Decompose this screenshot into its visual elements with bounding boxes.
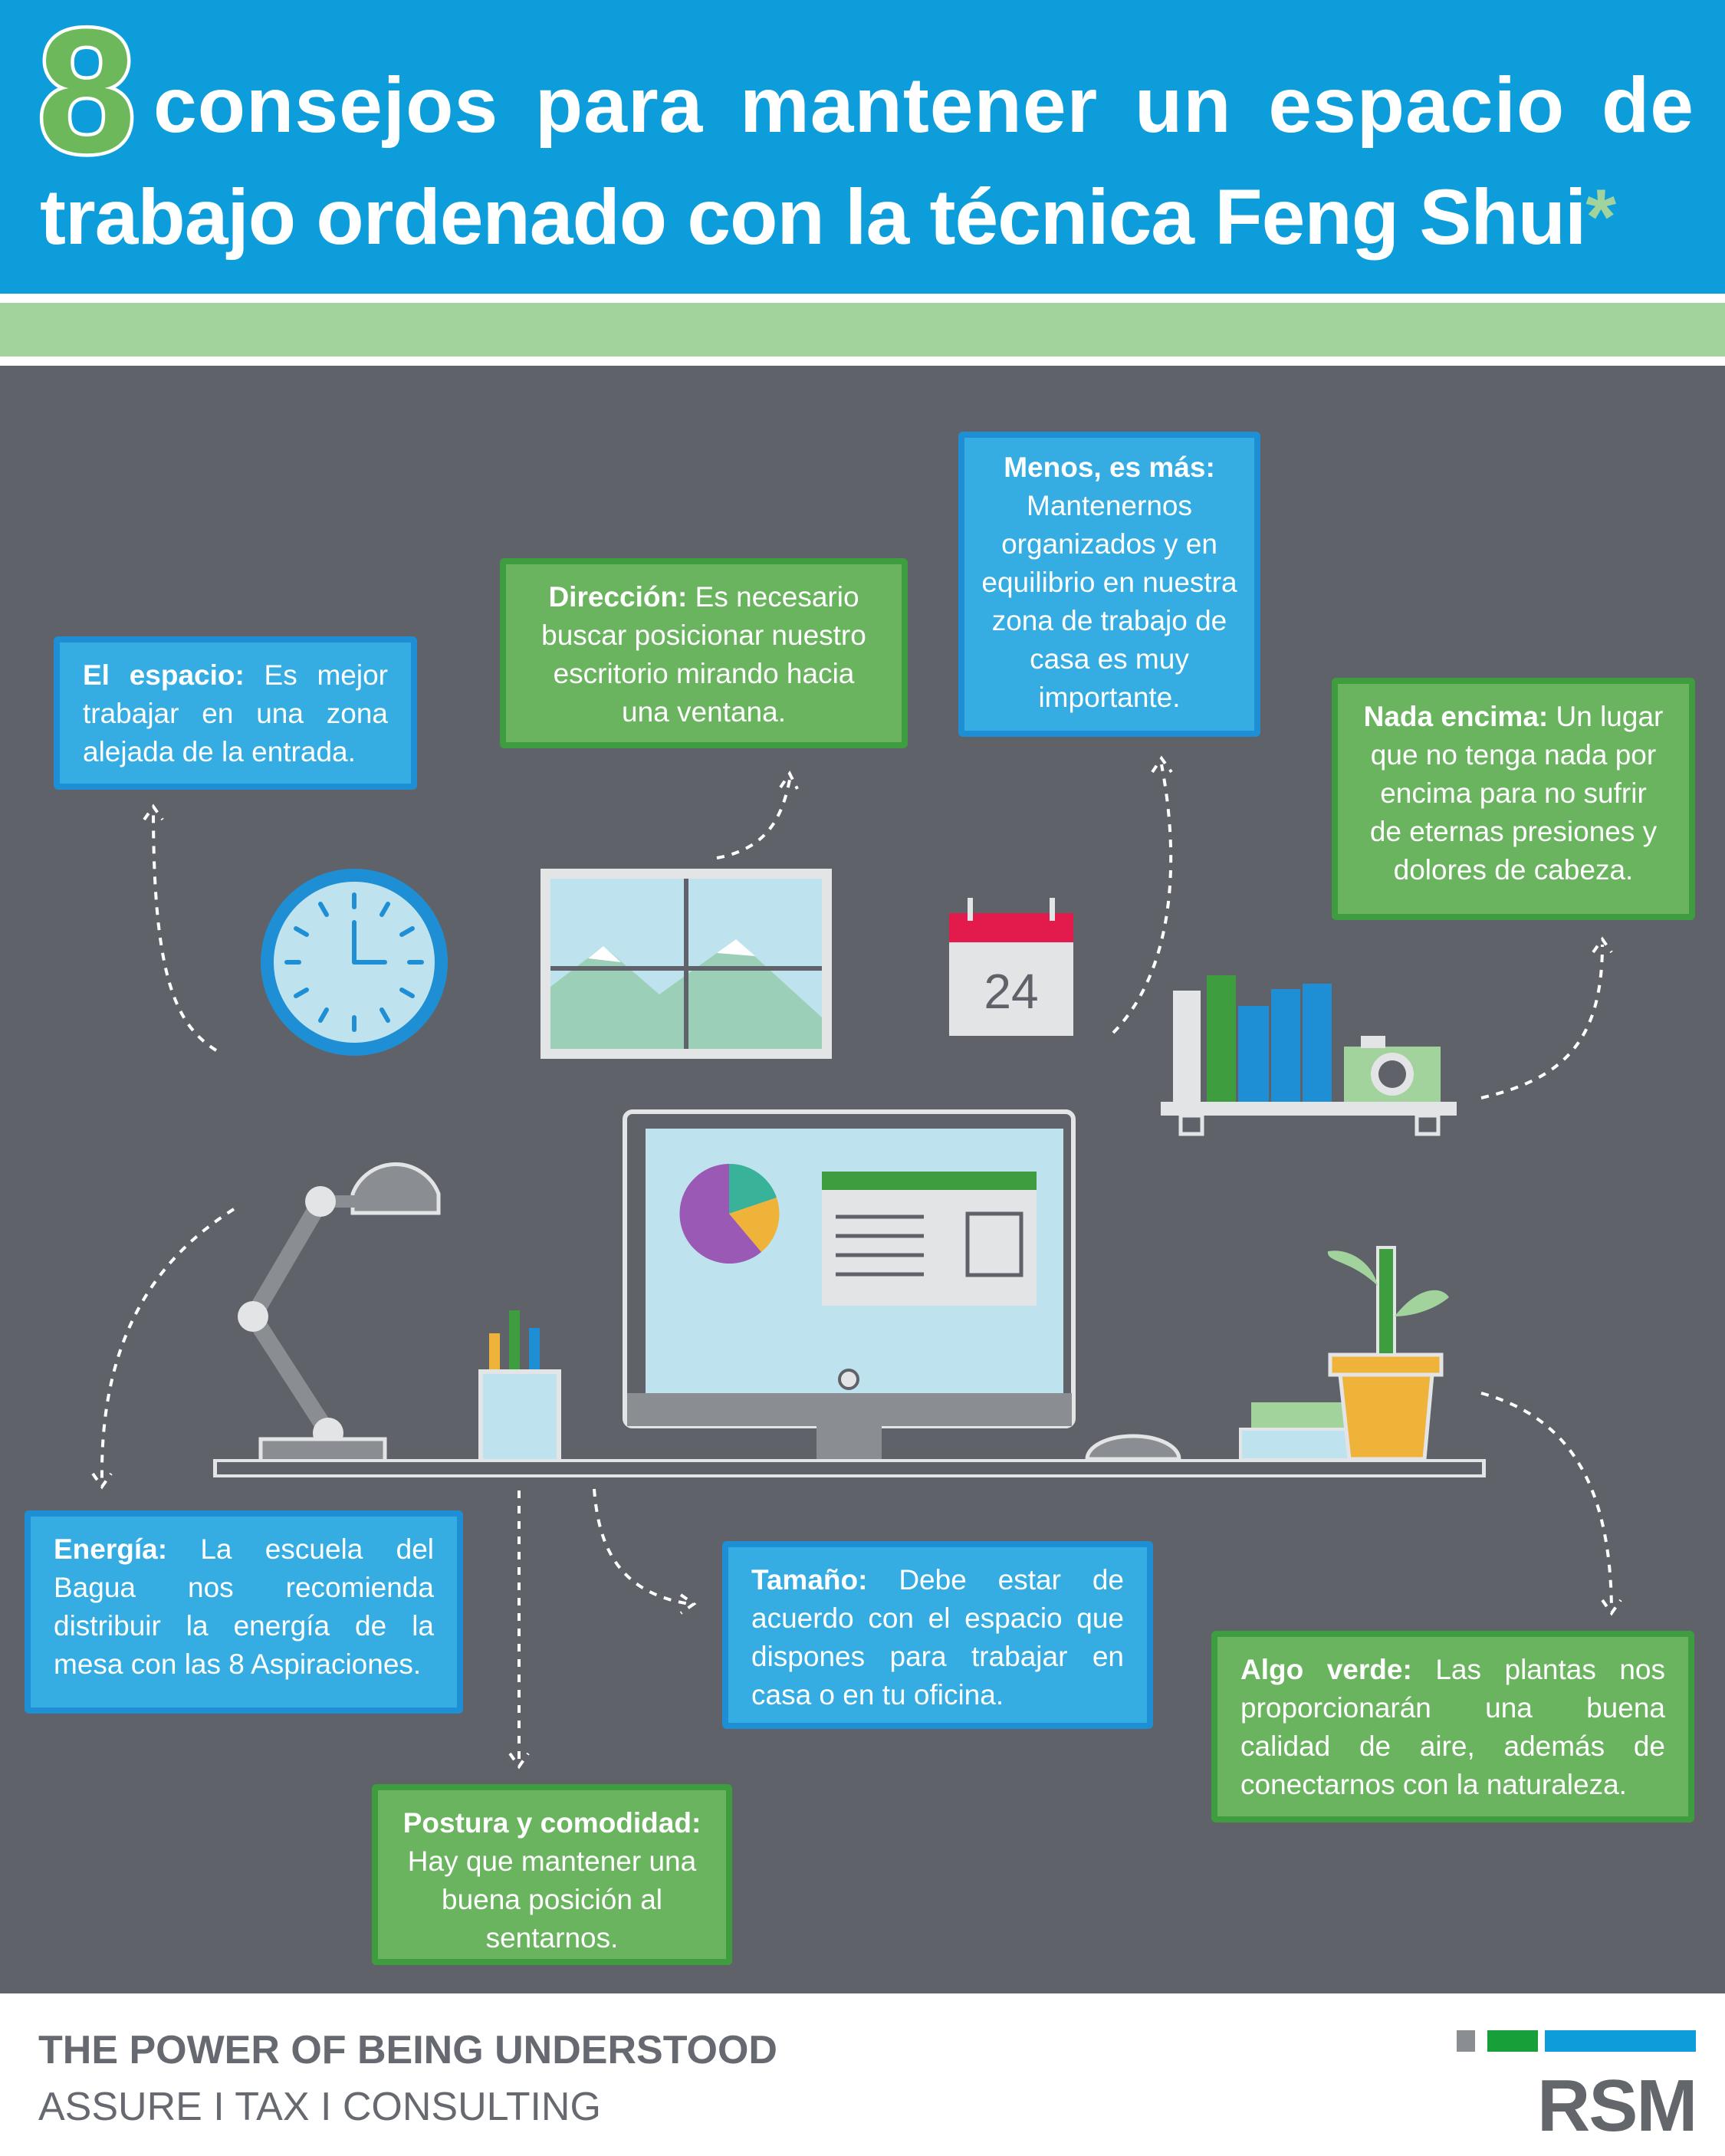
tip-card-postura [372, 1784, 732, 1965]
title-line-2-text: trabajo ordenado con la técnica Feng Shui [40, 173, 1586, 261]
books-stack-icon [1240, 1402, 1349, 1460]
band-divider [0, 357, 1725, 366]
logo-bar-blue [1545, 2030, 1696, 2052]
pencil-cup-icon [481, 1310, 559, 1465]
arrow-energia [102, 1209, 234, 1481]
footer-services: ASSURE I TAX I CONSULTING [38, 2085, 601, 2129]
arrow-tamano [594, 1489, 690, 1604]
calendar-day: 24 [984, 964, 1039, 1019]
tip-text: Es mejor trabajar en una zona alejada de la entrada. [83, 659, 388, 767]
title-line-2 [40, 173, 1725, 261]
tip-card-espacio [54, 636, 417, 790]
tip-card-menos [958, 432, 1260, 737]
tip-text: Mantenernos organizados y en equilibrio en nuestra zona de trabajo de casa es muy importante. [981, 490, 1237, 713]
tip-text: Las plantas nos proporcionarán una buena calidad de aire, además de conectarnos con la naturaleza. [1240, 1654, 1665, 1800]
calendar-icon [949, 898, 1073, 1036]
logo-bar-green [1487, 2030, 1538, 2052]
camera-icon [1344, 1036, 1441, 1102]
arrow-direccion [717, 780, 790, 858]
header-divider [0, 294, 1725, 303]
title-line-1: consejos para mantener un espacio de [153, 61, 1694, 149]
tip-card-nada-encima [1332, 678, 1695, 920]
tip-card-tamano [722, 1541, 1153, 1729]
logo-bar-gray [1457, 2030, 1475, 2052]
tip-key: Dirección: [548, 581, 688, 613]
tip-text: Es necesario buscar posicionar nuestro escritorio mirando hacia una ventana. [541, 581, 866, 728]
number-eight-badge [29, 20, 144, 164]
arrow-nada [1481, 945, 1602, 1098]
tip-text: Un lugar que no tenga nada por encima para no sufrir de eternas presiones y dolores de cabeza. [1369, 701, 1664, 886]
tip-card-direccion [500, 558, 908, 748]
arrow-verde [1481, 1393, 1612, 1608]
tip-text: La escuela del Bagua nos recomienda distribuir la energía de la mesa con las 8 Aspiraciones. [54, 1533, 434, 1680]
tip-key: Energía: [54, 1533, 168, 1565]
green-band [0, 303, 1725, 357]
tip-card-energia [25, 1510, 463, 1714]
tip-key: Postura y comodidad: [402, 1807, 702, 1839]
tip-text: Debe estar de acuerdo con el espacio que dispones para trabajar en casa o en tu oficina. [751, 1564, 1124, 1711]
tip-key: Menos, es más: [1004, 452, 1215, 483]
footer [0, 1993, 1725, 2156]
desk-lamp-icon [238, 1165, 439, 1464]
computer-monitor-icon [625, 1112, 1073, 1475]
header-number: 8 [38, 20, 136, 164]
potted-plant-icon [1328, 1247, 1449, 1459]
clock-icon [261, 869, 448, 1056]
mouse-icon [1087, 1436, 1179, 1459]
rsm-logo: RSM [1537, 2065, 1697, 2147]
arrow-menos [1113, 764, 1171, 1033]
tip-key: Tamaño: [751, 1564, 868, 1596]
arrow-espacio [153, 810, 216, 1050]
header-banner [0, 0, 1725, 294]
tip-key: Algo verde: [1240, 1654, 1412, 1685]
footer-tagline: THE POWER OF BEING UNDERSTOOD [38, 2028, 777, 2072]
tip-key: Nada encima: [1363, 701, 1549, 732]
window-icon [540, 869, 832, 1059]
tip-text: Hay que mantener una buena posición al sentarnos. [407, 1845, 697, 1954]
tip-key: El espacio: [83, 659, 245, 691]
tip-card-algo-verde [1211, 1631, 1694, 1822]
title-asterisk: * [1585, 173, 1616, 261]
